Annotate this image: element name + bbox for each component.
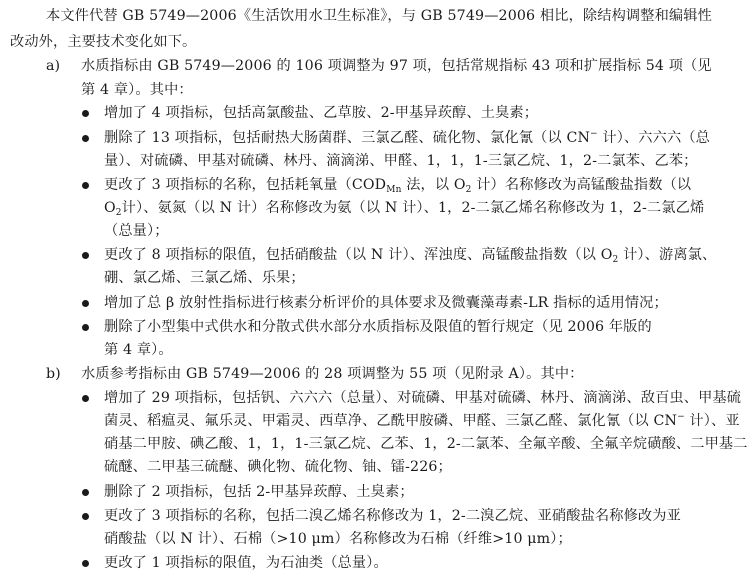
section-a-line-2: 第 4 章）。其中： (81, 82, 193, 98)
section-a-bullet-1-line-1: 增加了 4 项指标，包括高氯酸盐、乙草胺、2-甲基异莰醇、土臭素； (104, 105, 539, 121)
section-b-label: b) (46, 366, 61, 382)
bullet-dot (82, 182, 89, 189)
intro-line-2: 改动外，主要技术变化如下。 (10, 34, 197, 50)
section-b-bullet-1-line-3: 硝基二甲胺、碘乙酸、1，1，1-三氯乙烷、乙苯、1，2-二氯苯、全氟辛酸、全氟辛烷磺酸、二甲基二 (104, 436, 748, 452)
section-a-bullet-2-line-1: 删除了 13 项指标，包括耐热大肠菌群、三氯乙醛、硫化物、氯化氰（以 CN− 计）、六六六（总 (104, 129, 710, 146)
bullet-dot (82, 513, 89, 520)
section-b-bullet-1-line-4: 硫醚、二甲基三硫醚、碘化物、硫化物、铀、镭-226； (104, 459, 452, 475)
section-b-bullet-3-line-2: 硝酸盐（以 N 计）、石棉（>10 μm）名称修改为石棉（纤维>10 μm）； (104, 531, 572, 547)
section-b-bullet-1-line-2: 菌灵、稻瘟灵、氟乐灵、甲霜灵、西草净、乙酰甲胺磷、甲醛、三氯乙醛、氯化氰（以 CN− 计）、亚 (104, 412, 740, 429)
bullet-dot (82, 110, 89, 117)
section-a-label: a) (46, 58, 60, 74)
section-a-bullet-3-line-3: （总量）； (104, 223, 169, 239)
section-a-bullet-4-line-1: 更改了 8 项指标的限值，包括硝酸盐（以 N 计）、浑浊度、高锰酸盐指数（以 $O_2$ 计）、游离氯、 (104, 247, 717, 265)
bullet-dot (82, 252, 89, 259)
bullet-dot (82, 300, 89, 307)
bullet-dot (82, 135, 89, 142)
section-b-bullet-4-line-1: 更改了 1 项指标的限值，为石油类（总量）。 (104, 555, 388, 571)
section-a-bullet-6-line-2: 第 4 章）。 (104, 342, 173, 358)
section-b-bullet-1-line-1: 增加了 29 项指标，包括钒、六六六（总量）、对硫磷、甲基对硫磷、林丹、滴滴涕、敌百虫、甲基硫 (104, 390, 742, 406)
section-a-bullet-2-line-2: 量）、对硫磷、甲基对硫磷、林丹、滴滴涕、甲醛、1，1，1-三氯乙烷、1，2-二氯苯、乙苯； (104, 153, 698, 169)
section-a-line-1: 水质指标由 GB 5749—2006 的 106 项调整为 97 项，包括常规指标 43 项和扩展指标 54 项（见 (81, 58, 712, 74)
section-a-bullet-5-line-1: 增加了总 β 放射性指标进行核素分析评价的具体要求及微囊藻毒素-LR 指标的适用情况； (104, 295, 668, 311)
section-a-bullet-3-line-1: 更改了 3 项指标的名称，包括耗氧量（$COD_{Mn}$ 法，以 $O_2$ 计）名称修改为高锰酸盐指数（以 (104, 177, 692, 195)
section-a-bullet-3-line-2: $O_2$计）、氨氮（以 N 计）名称修改为氨（以 N 计）、1，2-二氯乙烯名称修改为 1，2-二氯乙烯 (104, 200, 705, 218)
bullet-dot (82, 395, 89, 402)
bullet-dot (82, 324, 89, 331)
intro-line-1: 本文件代替 GB 5749—2006《生活饮用水卫生标准》，与 GB 5749—2006 相比，除结构调整和编辑性 (46, 8, 712, 24)
section-b-bullet-3-line-1: 更改了 3 项指标的名称，包括二溴乙烯名称修改为 1，2-二溴乙烷、亚硝酸盐名称修改为亚 (104, 508, 681, 524)
section-a-bullet-6-line-1: 删除了小型集中式供水和分散式供水部分水质指标及限值的暂行规定（见 2006 年版的 (104, 319, 652, 335)
section-b-bullet-2-line-1: 删除了 2 项指标，包括 2-甲基异莰醇、土臭素； (104, 484, 414, 500)
bullet-dot (82, 560, 89, 567)
section-a-bullet-4-line-2: 硼、氯乙烯、三氯乙烯、乐果； (104, 270, 305, 286)
bullet-dot (82, 489, 89, 496)
section-b-line-1: 水质参考指标由 GB 5749—2006 的 28 项调整为 55 项（见附录 A）。其中： (81, 366, 584, 382)
